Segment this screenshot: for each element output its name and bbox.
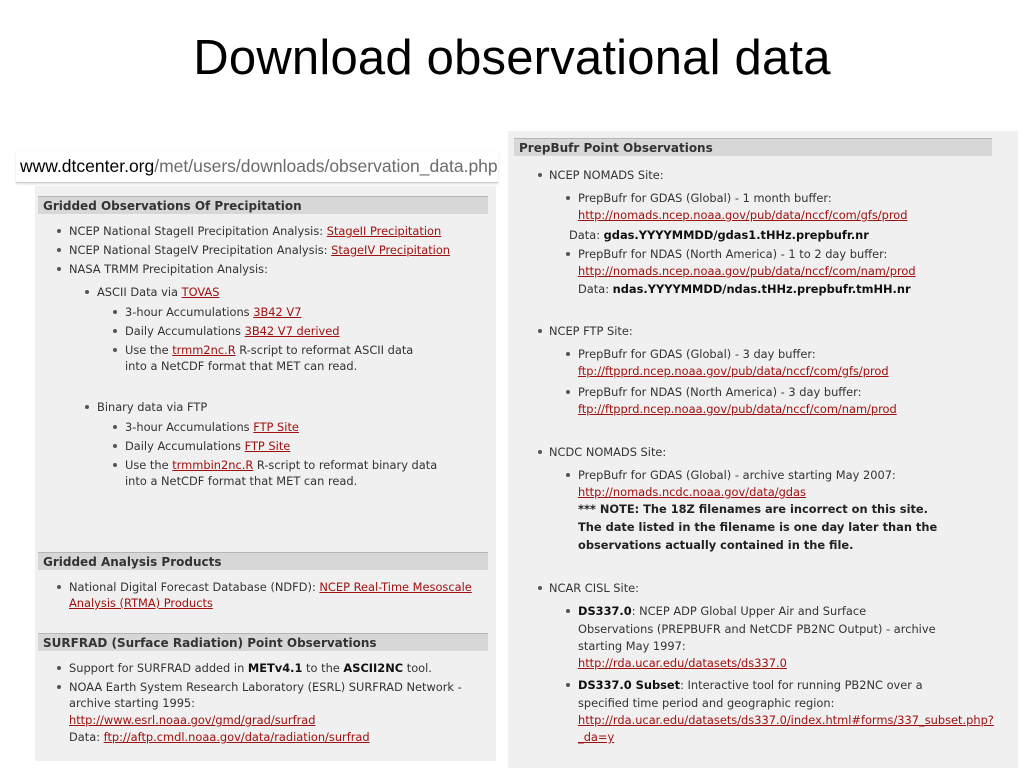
list-item: National Digital Forecast Database (NDFD): NCEP Real-Time Mesoscale <box>69 580 472 594</box>
bullet-icon <box>566 196 570 200</box>
list-item-continuation <box>578 655 787 671</box>
list-item: Use the trmm2nc.R R-script to reformat ASCII data <box>125 343 414 357</box>
list-item: Support for SURFRAD added in METv4.1 to the ASCII2NC tool. <box>69 661 432 675</box>
list-item: PrepBufr for NDAS (North America) - 3 day buffer: <box>578 385 862 399</box>
list-item-continuation: Data: ndas.YYYYMMDD/ndas.tHHz.prepbufr.tmHH.nr <box>578 282 911 296</box>
bullet-icon <box>538 329 542 333</box>
list-item: NCEP FTP Site: <box>549 324 633 338</box>
trmmbin2nc-link[interactable]: trmmbin2nc.R <box>172 458 254 472</box>
list-item-continuation <box>578 729 614 745</box>
nomads-gfs-link[interactable]: http://nomads.ncep.noaa.gov/pub/data/nccf/com/gfs/prod <box>578 208 908 222</box>
ftp-gfs-link[interactable]: ftp://ftpprd.ncep.noaa.gov/pub/data/nccf/com/gfs/prod <box>578 364 889 378</box>
list-item-continuation <box>69 712 315 728</box>
list-item-continuation: into a NetCDF format that MET can read. <box>125 359 358 373</box>
list-item: NOAA Earth System Research Laboratory (ESRL) SURFRAD Network - <box>69 680 462 694</box>
bullet-icon <box>57 229 61 233</box>
list-item-continuation <box>578 401 897 417</box>
list-item-continuation: Data: gdas.YYYYMMDD/gdas1.tHHz.prepbufr.nr <box>569 228 869 242</box>
stageII-link[interactable]: StageII Precipitation <box>326 224 442 238</box>
note-text: The date listed in the filename is one day later than the <box>578 520 938 534</box>
bullet-icon <box>57 666 61 670</box>
right-web-panel <box>508 131 1018 768</box>
list-item-continuation <box>578 484 806 500</box>
bullet-icon <box>57 585 61 589</box>
esrl-surfrad-link[interactable]: http://www.esrl.noaa.gov/gmd/grad/surfrad <box>69 713 316 727</box>
stageIV-link[interactable]: StageIV Precipitation <box>331 243 451 257</box>
url-domain: www.dtcenter.org <box>20 156 155 176</box>
ncdc-gdas-link[interactable]: http://nomads.ncdc.noaa.gov/data/gdas <box>578 485 806 499</box>
bullet-icon <box>113 329 117 333</box>
list-item: NASA TRMM Precipitation Analysis: <box>69 262 268 276</box>
list-item-continuation: specified time period and geographic region: <box>578 696 835 710</box>
list-item-continuation <box>578 263 916 279</box>
list-item: Use the trmmbin2nc.R R-script to reformat binary data <box>125 458 438 472</box>
list-item-continuation: Observations (PREPBUFR and NetCDF PB2NC Output) - archive <box>578 622 936 636</box>
list-item: DS337.0: NCEP ADP Global Upper Air and Surface <box>578 604 867 618</box>
left-web-panel <box>35 186 496 761</box>
bullet-icon <box>85 290 89 294</box>
list-item: Binary data via FTP <box>97 400 208 414</box>
slide-title: Download observational data <box>193 31 831 85</box>
bullet-icon <box>57 685 61 689</box>
list-item: PrepBufr for GDAS (Global) - 3 day buffer: <box>578 347 816 361</box>
list-item: ASCII Data via TOVAS <box>97 285 220 299</box>
rtma-link[interactable]: Analysis (RTMA) Products <box>69 596 213 610</box>
list-item: NCEP National StageII Precipitation Analysis: StageII Precipitation <box>69 224 442 238</box>
bullet-icon <box>566 352 570 356</box>
list-item-continuation <box>69 595 213 611</box>
list-item-continuation <box>578 363 889 379</box>
bullet-icon <box>113 444 117 448</box>
tovas-link[interactable]: TOVAS <box>181 285 220 299</box>
bullet-icon <box>113 348 117 352</box>
bullet-icon <box>57 248 61 252</box>
list-item-continuation <box>578 712 994 728</box>
list-item: NCAR CISL Site: <box>549 581 640 595</box>
list-item: 3-hour Accumulations FTP Site <box>125 420 299 434</box>
bullet-icon <box>566 473 570 477</box>
3b42-v7-derived-link[interactable]: 3B42 V7 derived <box>244 324 340 338</box>
list-item-continuation: Data: ftp://aftp.cmdl.noaa.gov/data/radiation/surfrad <box>69 730 370 744</box>
list-item-continuation: archive starting 1995: <box>69 696 196 710</box>
section-header-gridded-analysis: Gridded Analysis Products <box>38 552 488 570</box>
list-item: DS337.0 Subset: Interactive tool for running PB2NC over a <box>578 678 923 692</box>
note-text: *** NOTE: The 18Z filenames are incorrect on this site. <box>578 502 928 516</box>
bullet-icon <box>85 405 89 409</box>
bullet-icon <box>566 609 570 613</box>
list-item-continuation <box>578 207 907 223</box>
surfrad-ftp-link[interactable]: ftp://aftp.cmdl.noaa.gov/data/radiation/surfrad <box>103 730 370 744</box>
note-text: observations actually contained in the file. <box>578 538 854 552</box>
bullet-icon <box>538 450 542 454</box>
list-item: PrepBufr for GDAS (Global) - 1 month buffer: <box>578 191 832 205</box>
section-header-prepbufr: PrepBufr Point Observations <box>514 138 992 156</box>
bullet-icon <box>538 586 542 590</box>
list-item-continuation: starting May 1997: <box>578 639 686 653</box>
nomads-nam-link[interactable]: http://nomads.ncep.noaa.gov/pub/data/nccf/com/nam/prod <box>578 264 916 278</box>
list-item-continuation: into a NetCDF format that MET can read. <box>125 474 358 488</box>
ftp-site-link[interactable]: FTP Site <box>253 420 299 434</box>
3b42-v7-link[interactable]: 3B42 V7 <box>253 305 302 319</box>
ds337-subset-link[interactable]: http://rda.ucar.edu/datasets/ds337.0/index.html#forms/337_subset.php? <box>578 713 994 727</box>
list-item: NCDC NOMADS Site: <box>549 445 667 459</box>
trmm2nc-link[interactable]: trmm2nc.R <box>172 343 236 357</box>
list-item: NCEP National StageIV Precipitation Analysis: StageIV Precipitation <box>69 243 451 257</box>
address-bar[interactable] <box>16 152 498 183</box>
ftp-site-link[interactable]: FTP Site <box>244 439 291 453</box>
list-item: Daily Accumulations FTP Site <box>125 439 291 453</box>
ftp-nam-link[interactable]: ftp://ftpprd.ncep.noaa.gov/pub/data/nccf/com/nam/prod <box>578 402 897 416</box>
list-item: PrepBufr for GDAS (Global) - archive starting May 2007: <box>578 468 896 482</box>
bullet-icon <box>566 683 570 687</box>
bullet-icon <box>566 390 570 394</box>
list-item: 3-hour Accumulations 3B42 V7 <box>125 305 302 319</box>
bullet-icon <box>113 310 117 314</box>
list-item: NCEP NOMADS Site: <box>549 168 664 182</box>
section-header-gridded-precipitation: Gridded Observations Of Precipitation <box>38 196 488 214</box>
bullet-icon <box>113 425 117 429</box>
ds337-link[interactable]: http://rda.ucar.edu/datasets/ds337.0 <box>578 656 787 670</box>
url-path: /met/users/downloads/observation_data.php <box>154 156 498 176</box>
bullet-icon <box>113 463 117 467</box>
section-header-surfrad: SURFRAD (Surface Radiation) Point Observations <box>38 633 488 651</box>
list-item: PrepBufr for NDAS (North America) - 1 to 2 day buffer: <box>578 247 888 261</box>
ds337-subset-link[interactable]: _da=y <box>578 730 615 744</box>
list-item: Daily Accumulations 3B42 V7 derived <box>125 324 340 338</box>
rtma-link[interactable]: NCEP Real-Time Mesoscale <box>319 580 472 594</box>
bullet-icon <box>566 252 570 256</box>
bullet-icon <box>538 173 542 177</box>
bullet-icon <box>57 267 61 271</box>
